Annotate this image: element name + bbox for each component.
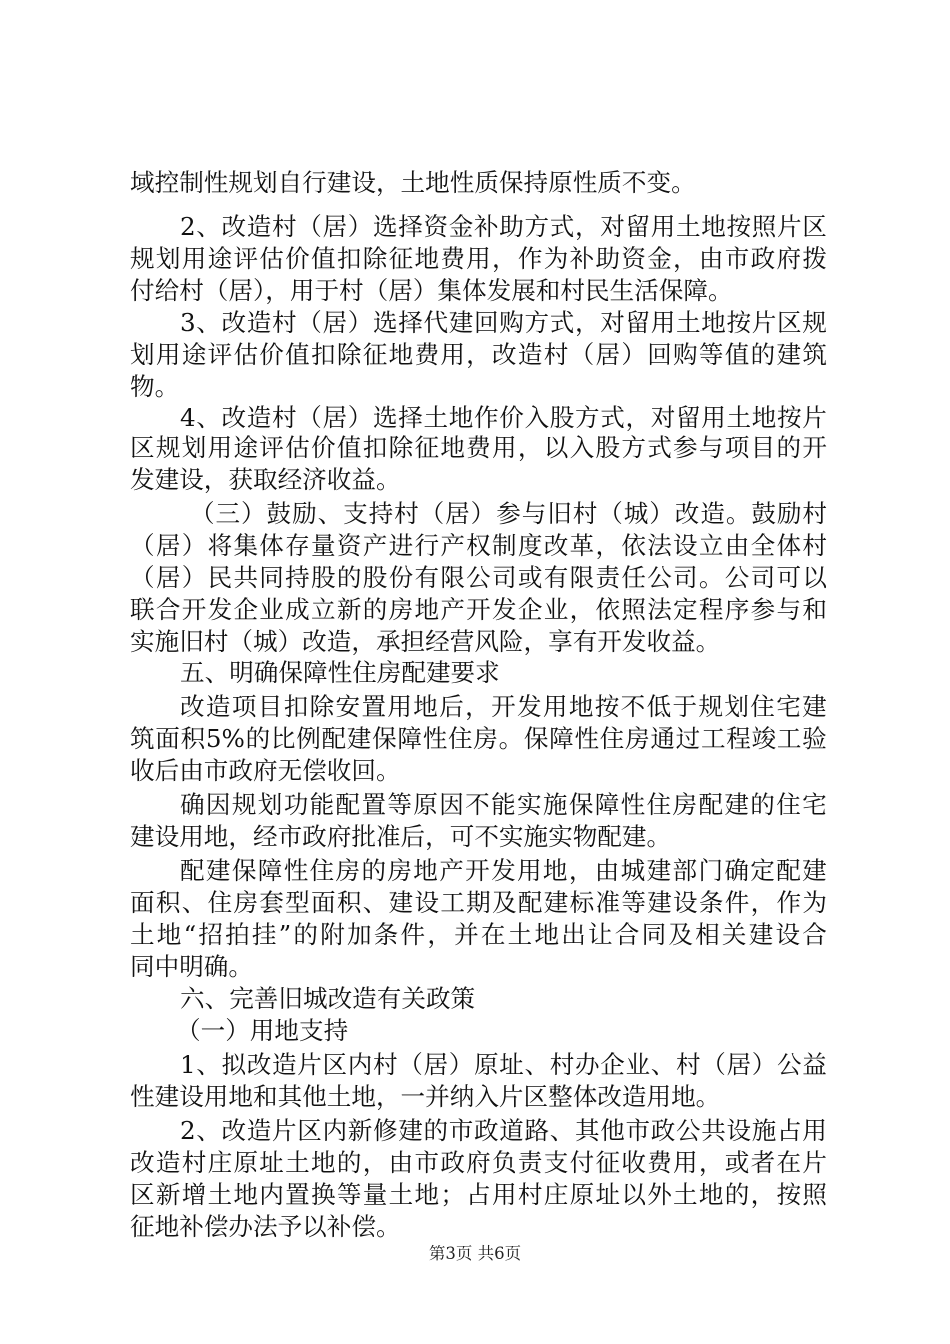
text-line: 1 、 拟 改 造 片 区 内 村 （ 居 ） 原 址 、 村 办 企 业 、 村 （ 居 ） 公 益 — [180, 1050, 827, 1079]
page-footer: 第3页 共6页 — [428, 1244, 522, 1263]
text-line: 改 造 村 庄 原 址 土 地 的 ， 由 市 政 府 负 责 支 付 征 收 费 用 ， 或 者 在 片 — [130, 1148, 827, 1177]
text-line: 同中明确。 — [130, 952, 253, 981]
text-line: 收后由市政府无偿收回。 — [130, 756, 401, 785]
text-line: （一）用地支持 — [176, 1016, 349, 1045]
text-line: 建设用地，经市政府批准后，可不实施实物配建。 — [130, 822, 672, 851]
text-line: （ 三 ） 鼓 励 、 支 持 村 （ 居 ） 参 与 旧 村 （ 城 ） 改 造 。 鼓 励 村 — [190, 499, 827, 528]
text-line: （ 居 ） 将 集 体 存 量 资 产 进 行 产 权 制 度 改 革 ， 依 法 设 立 由 全 体 村 — [130, 531, 827, 560]
text-line: 划 用 途 评 估 价 值 扣 除 征 地 费 用 ， 改 造 村 （ 居 ） 回 购 等 值 的 建 筑 — [130, 340, 827, 369]
text-line: 区 新 增 土 地 内 置 换 等 量 土 地 ； 占 用 村 庄 原 址 以 外 土 地 的 ， 按 照 — [130, 1180, 827, 1209]
text-line: 4 、 改 造 村 （ 居 ） 选 择 土 地 作 价 入 股 方 式 ， 对 留 用 土 地 按 片 — [180, 403, 827, 432]
text-line: 筑 面 积 5% 的 比 例 配 建 保 障 性 住 房 。 保 障 性 住 房 通 过 工 程 竣 工 验 — [130, 724, 827, 753]
text-line: 配 建 保 障 性 住 房 的 房 地 产 开 发 用 地 ， 由 城 建 部 门 确 定 配 建 — [180, 856, 827, 885]
text-line: 2 、 改 造 片 区 内 新 修 建 的 市 政 道 路 、 其 他 市 政 公 共 设 施 占 用 — [180, 1116, 827, 1145]
text-line: 确 因 规 划 功 能 配 置 等 原 因 不 能 实 施 保 障 性 住 房 配 建 的 住 宅 — [180, 790, 827, 819]
text-line: 五、明确保障性住房配建要求 — [180, 658, 500, 687]
text-line: 面 积 、 住 房 套 型 面 积 、 建 设 工 期 及 配 建 标 准 等 建 设 条 件 ， 作 为 — [130, 888, 827, 917]
text-line: 3 、 改 造 村 （ 居 ） 选 择 代 建 回 购 方 式 ， 对 留 用 土 地 按 片 区 规 — [180, 308, 827, 337]
text-line: 区 规 划 用 途 评 估 价 值 扣 除 征 地 费 用 ， 以 入 股 方 式 参 与 项 目 的 开 — [130, 433, 827, 462]
text-line: 发建设，获取经济收益。 — [130, 465, 401, 494]
text-line: 六、完善旧城改造有关政策 — [180, 984, 476, 1013]
text-line: 性建设用地和其他土地，一并纳入片区整体改造用地。 — [130, 1082, 721, 1111]
text-line: 实施旧村（城）改造，承担经营风险，享有开发收益。 — [130, 627, 721, 656]
text-line: 土 地 “ 招 拍 挂 ” 的 附 加 条 件 ， 并 在 土 地 出 让 合 同 及 相 关 建 设 合 — [130, 920, 827, 949]
text-line: （ 居 ） 民 共 同 持 股 的 股 份 有 限 公 司 或 有 限 责 任 公 司 。 公 司 可 以 — [130, 563, 827, 592]
text-line: 征地补偿办法予以补偿。 — [130, 1212, 401, 1241]
text-line: 改 造 项 目 扣 除 安 置 用 地 后 ， 开 发 用 地 按 不 低 于 规 划 住 宅 建 — [180, 692, 827, 721]
text-line: 联 合 开 发 企 业 成 立 新 的 房 地 产 开 发 企 业 ， 依 照 法 定 程 序 参 与 和 — [130, 595, 827, 624]
text-line: 规 划 用 途 评 估 价 值 扣 除 征 地 费 用 ， 作 为 补 助 资 金 ， 由 市 政 府 拨 — [130, 244, 827, 273]
text-line: 2 、 改 造 村 （ 居 ） 选 择 资 金 补 助 方 式 ， 对 留 用 土 地 按 照 片 区 — [180, 212, 827, 241]
text-line: 域控制性规划自行建设，土地性质保持原性质不变。 — [130, 168, 696, 197]
text-line: 物。 — [130, 372, 180, 401]
text-line: 付给村（居），用于村（居）集体发展和村民生活保障。 — [130, 276, 733, 305]
